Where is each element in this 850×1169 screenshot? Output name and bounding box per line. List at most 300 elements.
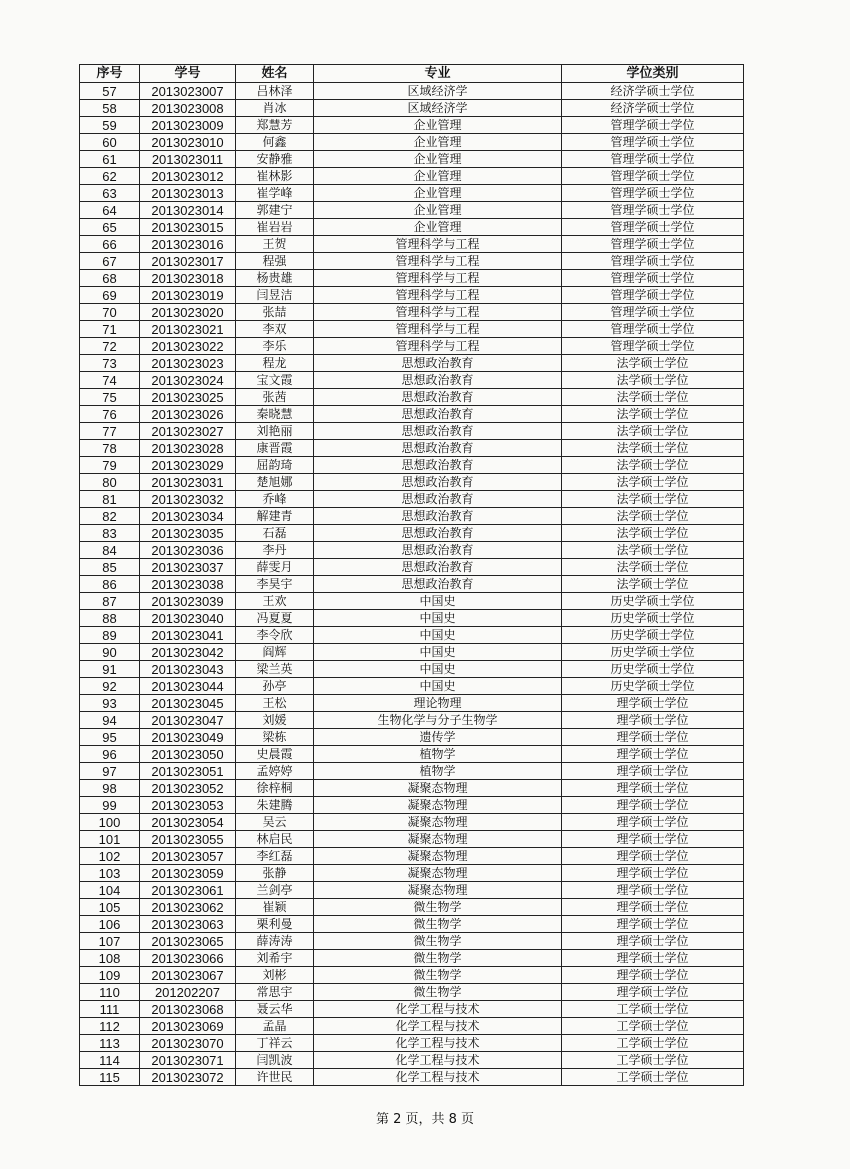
cell-student-id: 2013023057 bbox=[140, 848, 236, 865]
cell-name: 秦晓慧 bbox=[236, 406, 314, 423]
cell-index: 86 bbox=[80, 576, 140, 593]
cell-student-id: 2013023068 bbox=[140, 1001, 236, 1018]
cell-index: 69 bbox=[80, 287, 140, 304]
cell-index: 85 bbox=[80, 559, 140, 576]
cell-student-id: 2013023039 bbox=[140, 593, 236, 610]
cell-index: 83 bbox=[80, 525, 140, 542]
table-row bbox=[80, 882, 744, 899]
cell-major: 凝聚态物理 bbox=[314, 882, 562, 899]
cell-major: 中国史 bbox=[314, 661, 562, 678]
cell-name: 安静雅 bbox=[236, 151, 314, 168]
cell-degree-type: 管理学硕士学位 bbox=[562, 151, 744, 168]
cell-name: 何鑫 bbox=[236, 134, 314, 151]
table-row bbox=[80, 457, 744, 474]
table-row bbox=[80, 831, 744, 848]
cell-degree-type: 法学硕士学位 bbox=[562, 559, 744, 576]
cell-student-id: 2013023029 bbox=[140, 457, 236, 474]
cell-name: 石磊 bbox=[236, 525, 314, 542]
table-row bbox=[80, 474, 744, 491]
cell-student-id: 2013023013 bbox=[140, 185, 236, 202]
cell-student-id: 2013023053 bbox=[140, 797, 236, 814]
header-index: 序号 bbox=[80, 65, 140, 83]
table-row bbox=[80, 202, 744, 219]
cell-degree-type: 历史学硕士学位 bbox=[562, 627, 744, 644]
cell-student-id: 2013023007 bbox=[140, 83, 236, 100]
table-row bbox=[80, 984, 744, 1001]
cell-student-id: 2013023072 bbox=[140, 1069, 236, 1086]
cell-degree-type: 理学硕士学位 bbox=[562, 763, 744, 780]
cell-major: 生物化学与分子生物学 bbox=[314, 712, 562, 729]
cell-student-id: 2013023047 bbox=[140, 712, 236, 729]
cell-student-id: 2013023020 bbox=[140, 304, 236, 321]
table-row bbox=[80, 695, 744, 712]
table-body bbox=[80, 83, 744, 1086]
cell-name: 崔林影 bbox=[236, 168, 314, 185]
cell-index: 60 bbox=[80, 134, 140, 151]
cell-major: 思想政治教育 bbox=[314, 474, 562, 491]
cell-major: 化学工程与技术 bbox=[314, 1001, 562, 1018]
cell-degree-type: 法学硕士学位 bbox=[562, 525, 744, 542]
cell-student-id: 2013023043 bbox=[140, 661, 236, 678]
cell-major: 植物学 bbox=[314, 763, 562, 780]
cell-student-id: 2013023017 bbox=[140, 253, 236, 270]
table-row bbox=[80, 168, 744, 185]
table-row bbox=[80, 746, 744, 763]
cell-major: 凝聚态物理 bbox=[314, 797, 562, 814]
cell-index: 76 bbox=[80, 406, 140, 423]
cell-student-id: 2013023021 bbox=[140, 321, 236, 338]
cell-index: 114 bbox=[80, 1052, 140, 1069]
table-row bbox=[80, 525, 744, 542]
cell-student-id: 2013023009 bbox=[140, 117, 236, 134]
cell-major: 管理科学与工程 bbox=[314, 321, 562, 338]
table-row bbox=[80, 814, 744, 831]
cell-student-id: 2013023011 bbox=[140, 151, 236, 168]
cell-degree-type: 经济学硕士学位 bbox=[562, 100, 744, 117]
cell-index: 109 bbox=[80, 967, 140, 984]
cell-index: 91 bbox=[80, 661, 140, 678]
cell-major: 思想政治教育 bbox=[314, 542, 562, 559]
cell-name: 宝文霞 bbox=[236, 372, 314, 389]
cell-name: 冯夏夏 bbox=[236, 610, 314, 627]
cell-major: 思想政治教育 bbox=[314, 508, 562, 525]
table-row bbox=[80, 763, 744, 780]
cell-name: 孟婷婷 bbox=[236, 763, 314, 780]
cell-degree-type: 理学硕士学位 bbox=[562, 865, 744, 882]
cell-major: 企业管理 bbox=[314, 168, 562, 185]
cell-student-id: 2013023027 bbox=[140, 423, 236, 440]
cell-index: 103 bbox=[80, 865, 140, 882]
table-row bbox=[80, 865, 744, 882]
table-row bbox=[80, 610, 744, 627]
cell-degree-type: 法学硕士学位 bbox=[562, 491, 744, 508]
cell-name: 郑慧芳 bbox=[236, 117, 314, 134]
cell-index: 82 bbox=[80, 508, 140, 525]
cell-major: 化学工程与技术 bbox=[314, 1018, 562, 1035]
cell-degree-type: 历史学硕士学位 bbox=[562, 661, 744, 678]
cell-name: 刘希宇 bbox=[236, 950, 314, 967]
table-row bbox=[80, 134, 744, 151]
cell-student-id: 2013023026 bbox=[140, 406, 236, 423]
cell-index: 72 bbox=[80, 338, 140, 355]
cell-major: 凝聚态物理 bbox=[314, 831, 562, 848]
table-row bbox=[80, 287, 744, 304]
cell-name: 栗利曼 bbox=[236, 916, 314, 933]
cell-index: 68 bbox=[80, 270, 140, 287]
cell-major: 微生物学 bbox=[314, 899, 562, 916]
cell-index: 65 bbox=[80, 219, 140, 236]
cell-major: 遗传学 bbox=[314, 729, 562, 746]
cell-degree-type: 法学硕士学位 bbox=[562, 542, 744, 559]
cell-name: 肖冰 bbox=[236, 100, 314, 117]
cell-student-id: 2013023052 bbox=[140, 780, 236, 797]
cell-student-id: 2013023036 bbox=[140, 542, 236, 559]
cell-index: 101 bbox=[80, 831, 140, 848]
table-row bbox=[80, 644, 744, 661]
cell-name: 孙亭 bbox=[236, 678, 314, 695]
cell-name: 史晨霞 bbox=[236, 746, 314, 763]
cell-major: 中国史 bbox=[314, 644, 562, 661]
table-row bbox=[80, 1018, 744, 1035]
cell-student-id: 2013023010 bbox=[140, 134, 236, 151]
cell-name: 崔学峰 bbox=[236, 185, 314, 202]
cell-major: 区域经济学 bbox=[314, 100, 562, 117]
cell-name: 李丹 bbox=[236, 542, 314, 559]
cell-index: 99 bbox=[80, 797, 140, 814]
table-row bbox=[80, 185, 744, 202]
cell-degree-type: 理学硕士学位 bbox=[562, 831, 744, 848]
cell-index: 95 bbox=[80, 729, 140, 746]
cell-degree-type: 理学硕士学位 bbox=[562, 984, 744, 1001]
cell-major: 凝聚态物理 bbox=[314, 780, 562, 797]
cell-name: 林启民 bbox=[236, 831, 314, 848]
cell-index: 102 bbox=[80, 848, 140, 865]
cell-student-id: 2013023054 bbox=[140, 814, 236, 831]
cell-name: 崔岩岩 bbox=[236, 219, 314, 236]
table-row bbox=[80, 389, 744, 406]
cell-index: 100 bbox=[80, 814, 140, 831]
cell-major: 思想政治教育 bbox=[314, 457, 562, 474]
cell-name: 梁栋 bbox=[236, 729, 314, 746]
cell-index: 105 bbox=[80, 899, 140, 916]
table-row bbox=[80, 83, 744, 100]
cell-student-id: 2013023018 bbox=[140, 270, 236, 287]
cell-name: 张静 bbox=[236, 865, 314, 882]
cell-index: 115 bbox=[80, 1069, 140, 1086]
cell-major: 微生物学 bbox=[314, 984, 562, 1001]
table-row bbox=[80, 253, 744, 270]
cell-degree-type: 理学硕士学位 bbox=[562, 933, 744, 950]
cell-name: 孟晶 bbox=[236, 1018, 314, 1035]
table-row bbox=[80, 576, 744, 593]
table-row bbox=[80, 1001, 744, 1018]
cell-degree-type: 管理学硕士学位 bbox=[562, 202, 744, 219]
cell-index: 79 bbox=[80, 457, 140, 474]
cell-name: 杨贵雄 bbox=[236, 270, 314, 287]
cell-degree-type: 理学硕士学位 bbox=[562, 797, 744, 814]
cell-index: 98 bbox=[80, 780, 140, 797]
table-row bbox=[80, 491, 744, 508]
table-row bbox=[80, 899, 744, 916]
cell-major: 思想政治教育 bbox=[314, 491, 562, 508]
table-row bbox=[80, 117, 744, 134]
cell-student-id: 2013023063 bbox=[140, 916, 236, 933]
cell-name: 郭建宁 bbox=[236, 202, 314, 219]
cell-major: 微生物学 bbox=[314, 967, 562, 984]
cell-student-id: 2013023070 bbox=[140, 1035, 236, 1052]
table-row bbox=[80, 712, 744, 729]
table-row bbox=[80, 151, 744, 168]
cell-student-id: 2013023042 bbox=[140, 644, 236, 661]
cell-name: 丁祥云 bbox=[236, 1035, 314, 1052]
cell-index: 59 bbox=[80, 117, 140, 134]
cell-student-id: 2013023012 bbox=[140, 168, 236, 185]
cell-degree-type: 管理学硕士学位 bbox=[562, 338, 744, 355]
cell-student-id: 2013023034 bbox=[140, 508, 236, 525]
cell-name: 乔峰 bbox=[236, 491, 314, 508]
cell-degree-type: 理学硕士学位 bbox=[562, 712, 744, 729]
cell-major: 理论物理 bbox=[314, 695, 562, 712]
cell-name: 朱建腾 bbox=[236, 797, 314, 814]
cell-student-id: 2013023028 bbox=[140, 440, 236, 457]
cell-degree-type: 经济学硕士学位 bbox=[562, 83, 744, 100]
cell-student-id: 2013023019 bbox=[140, 287, 236, 304]
cell-major: 管理科学与工程 bbox=[314, 253, 562, 270]
cell-index: 62 bbox=[80, 168, 140, 185]
cell-index: 75 bbox=[80, 389, 140, 406]
cell-name: 李乐 bbox=[236, 338, 314, 355]
cell-name: 王松 bbox=[236, 695, 314, 712]
cell-student-id: 2013023067 bbox=[140, 967, 236, 984]
cell-index: 77 bbox=[80, 423, 140, 440]
table-row bbox=[80, 321, 744, 338]
cell-degree-type: 管理学硕士学位 bbox=[562, 219, 744, 236]
cell-name: 李双 bbox=[236, 321, 314, 338]
table-row bbox=[80, 678, 744, 695]
cell-degree-type: 法学硕士学位 bbox=[562, 576, 744, 593]
cell-index: 113 bbox=[80, 1035, 140, 1052]
table-row bbox=[80, 780, 744, 797]
cell-major: 思想政治教育 bbox=[314, 440, 562, 457]
cell-degree-type: 法学硕士学位 bbox=[562, 508, 744, 525]
cell-student-id: 2013023014 bbox=[140, 202, 236, 219]
cell-name: 李昊宇 bbox=[236, 576, 314, 593]
cell-name: 徐梓桐 bbox=[236, 780, 314, 797]
page-footer: 第 2 页，共 8 页 bbox=[375, 1112, 475, 1127]
cell-student-id: 2013023065 bbox=[140, 933, 236, 950]
table-row bbox=[80, 355, 744, 372]
cell-name: 梁兰英 bbox=[236, 661, 314, 678]
cell-name: 崔颖 bbox=[236, 899, 314, 916]
cell-degree-type: 理学硕士学位 bbox=[562, 814, 744, 831]
cell-major: 思想政治教育 bbox=[314, 372, 562, 389]
cell-degree-type: 法学硕士学位 bbox=[562, 474, 744, 491]
table-row bbox=[80, 542, 744, 559]
table-row bbox=[80, 219, 744, 236]
table-row bbox=[80, 338, 744, 355]
cell-name: 李红磊 bbox=[236, 848, 314, 865]
cell-index: 106 bbox=[80, 916, 140, 933]
cell-degree-type: 法学硕士学位 bbox=[562, 457, 744, 474]
cell-major: 管理科学与工程 bbox=[314, 270, 562, 287]
cell-degree-type: 管理学硕士学位 bbox=[562, 236, 744, 253]
cell-index: 58 bbox=[80, 100, 140, 117]
cell-name: 程龙 bbox=[236, 355, 314, 372]
cell-name: 兰剑亭 bbox=[236, 882, 314, 899]
cell-index: 74 bbox=[80, 372, 140, 389]
cell-student-id: 2013023031 bbox=[140, 474, 236, 491]
cell-name: 聂云华 bbox=[236, 1001, 314, 1018]
cell-name: 张茜 bbox=[236, 389, 314, 406]
degree-roster-table bbox=[79, 64, 744, 1086]
cell-index: 107 bbox=[80, 933, 140, 950]
cell-major: 管理科学与工程 bbox=[314, 236, 562, 253]
table-row bbox=[80, 406, 744, 423]
cell-degree-type: 管理学硕士学位 bbox=[562, 287, 744, 304]
cell-name: 刘艳丽 bbox=[236, 423, 314, 440]
cell-major: 企业管理 bbox=[314, 151, 562, 168]
table-row bbox=[80, 423, 744, 440]
table-row bbox=[80, 967, 744, 984]
cell-student-id: 2013023024 bbox=[140, 372, 236, 389]
cell-name: 解建青 bbox=[236, 508, 314, 525]
cell-name: 闫凯波 bbox=[236, 1052, 314, 1069]
cell-degree-type: 历史学硕士学位 bbox=[562, 593, 744, 610]
cell-major: 微生物学 bbox=[314, 916, 562, 933]
cell-student-id: 2013023035 bbox=[140, 525, 236, 542]
cell-major: 企业管理 bbox=[314, 134, 562, 151]
cell-index: 90 bbox=[80, 644, 140, 661]
cell-student-id: 2013023025 bbox=[140, 389, 236, 406]
cell-major: 企业管理 bbox=[314, 219, 562, 236]
table-row bbox=[80, 508, 744, 525]
cell-student-id: 2013023055 bbox=[140, 831, 236, 848]
cell-index: 104 bbox=[80, 882, 140, 899]
cell-major: 思想政治教育 bbox=[314, 525, 562, 542]
cell-major: 思想政治教育 bbox=[314, 389, 562, 406]
cell-degree-type: 理学硕士学位 bbox=[562, 848, 744, 865]
header-name: 姓名 bbox=[236, 65, 314, 83]
cell-degree-type: 法学硕士学位 bbox=[562, 423, 744, 440]
table-row bbox=[80, 1035, 744, 1052]
cell-student-id: 2013023059 bbox=[140, 865, 236, 882]
cell-student-id: 2013023008 bbox=[140, 100, 236, 117]
cell-degree-type: 管理学硕士学位 bbox=[562, 168, 744, 185]
cell-name: 李令欣 bbox=[236, 627, 314, 644]
cell-index: 89 bbox=[80, 627, 140, 644]
cell-student-id: 2013023022 bbox=[140, 338, 236, 355]
cell-student-id: 2013023061 bbox=[140, 882, 236, 899]
cell-index: 80 bbox=[80, 474, 140, 491]
cell-degree-type: 理学硕士学位 bbox=[562, 950, 744, 967]
cell-index: 70 bbox=[80, 304, 140, 321]
cell-degree-type: 管理学硕士学位 bbox=[562, 304, 744, 321]
cell-degree-type: 理学硕士学位 bbox=[562, 746, 744, 763]
cell-degree-type: 法学硕士学位 bbox=[562, 355, 744, 372]
cell-name: 王欢 bbox=[236, 593, 314, 610]
cell-major: 区域经济学 bbox=[314, 83, 562, 100]
cell-student-id: 2013023032 bbox=[140, 491, 236, 508]
cell-index: 93 bbox=[80, 695, 140, 712]
cell-name: 阎辉 bbox=[236, 644, 314, 661]
cell-degree-type: 工学硕士学位 bbox=[562, 1052, 744, 1069]
cell-index: 63 bbox=[80, 185, 140, 202]
cell-student-id: 2013023049 bbox=[140, 729, 236, 746]
cell-degree-type: 法学硕士学位 bbox=[562, 406, 744, 423]
cell-degree-type: 工学硕士学位 bbox=[562, 1018, 744, 1035]
cell-major: 思想政治教育 bbox=[314, 355, 562, 372]
cell-degree-type: 历史学硕士学位 bbox=[562, 678, 744, 695]
cell-student-id: 2013023069 bbox=[140, 1018, 236, 1035]
cell-major: 思想政治教育 bbox=[314, 406, 562, 423]
cell-name: 康晋霞 bbox=[236, 440, 314, 457]
table-row bbox=[80, 627, 744, 644]
cell-major: 管理科学与工程 bbox=[314, 338, 562, 355]
cell-major: 管理科学与工程 bbox=[314, 304, 562, 321]
cell-index: 88 bbox=[80, 610, 140, 627]
cell-index: 81 bbox=[80, 491, 140, 508]
cell-index: 92 bbox=[80, 678, 140, 695]
cell-index: 78 bbox=[80, 440, 140, 457]
cell-student-id: 2013023071 bbox=[140, 1052, 236, 1069]
cell-major: 思想政治教育 bbox=[314, 559, 562, 576]
cell-degree-type: 法学硕士学位 bbox=[562, 389, 744, 406]
cell-index: 57 bbox=[80, 83, 140, 100]
cell-student-id: 2013023041 bbox=[140, 627, 236, 644]
cell-degree-type: 理学硕士学位 bbox=[562, 882, 744, 899]
cell-index: 111 bbox=[80, 1001, 140, 1018]
cell-student-id: 2013023066 bbox=[140, 950, 236, 967]
cell-index: 96 bbox=[80, 746, 140, 763]
cell-degree-type: 管理学硕士学位 bbox=[562, 270, 744, 287]
table-row bbox=[80, 797, 744, 814]
cell-degree-type: 工学硕士学位 bbox=[562, 1001, 744, 1018]
cell-student-id: 2013023050 bbox=[140, 746, 236, 763]
cell-degree-type: 理学硕士学位 bbox=[562, 729, 744, 746]
cell-major: 管理科学与工程 bbox=[314, 287, 562, 304]
cell-student-id: 2013023037 bbox=[140, 559, 236, 576]
cell-major: 中国史 bbox=[314, 678, 562, 695]
cell-index: 94 bbox=[80, 712, 140, 729]
cell-major: 凝聚态物理 bbox=[314, 814, 562, 831]
cell-name: 刘彬 bbox=[236, 967, 314, 984]
cell-degree-type: 法学硕士学位 bbox=[562, 440, 744, 457]
cell-major: 企业管理 bbox=[314, 117, 562, 134]
table-row bbox=[80, 372, 744, 389]
cell-degree-type: 理学硕士学位 bbox=[562, 967, 744, 984]
cell-degree-type: 管理学硕士学位 bbox=[562, 321, 744, 338]
cell-major: 企业管理 bbox=[314, 185, 562, 202]
cell-major: 植物学 bbox=[314, 746, 562, 763]
cell-name: 薛雯月 bbox=[236, 559, 314, 576]
cell-index: 108 bbox=[80, 950, 140, 967]
cell-student-id: 2013023044 bbox=[140, 678, 236, 695]
cell-major: 化学工程与技术 bbox=[314, 1052, 562, 1069]
cell-name: 楚旭娜 bbox=[236, 474, 314, 491]
cell-name: 常思宇 bbox=[236, 984, 314, 1001]
cell-index: 87 bbox=[80, 593, 140, 610]
cell-student-id: 2013023040 bbox=[140, 610, 236, 627]
cell-major: 微生物学 bbox=[314, 950, 562, 967]
cell-degree-type: 管理学硕士学位 bbox=[562, 185, 744, 202]
cell-major: 化学工程与技术 bbox=[314, 1035, 562, 1052]
table-row bbox=[80, 593, 744, 610]
cell-index: 66 bbox=[80, 236, 140, 253]
cell-name: 屈韵琦 bbox=[236, 457, 314, 474]
cell-degree-type: 历史学硕士学位 bbox=[562, 644, 744, 661]
cell-major: 中国史 bbox=[314, 593, 562, 610]
cell-major: 微生物学 bbox=[314, 933, 562, 950]
